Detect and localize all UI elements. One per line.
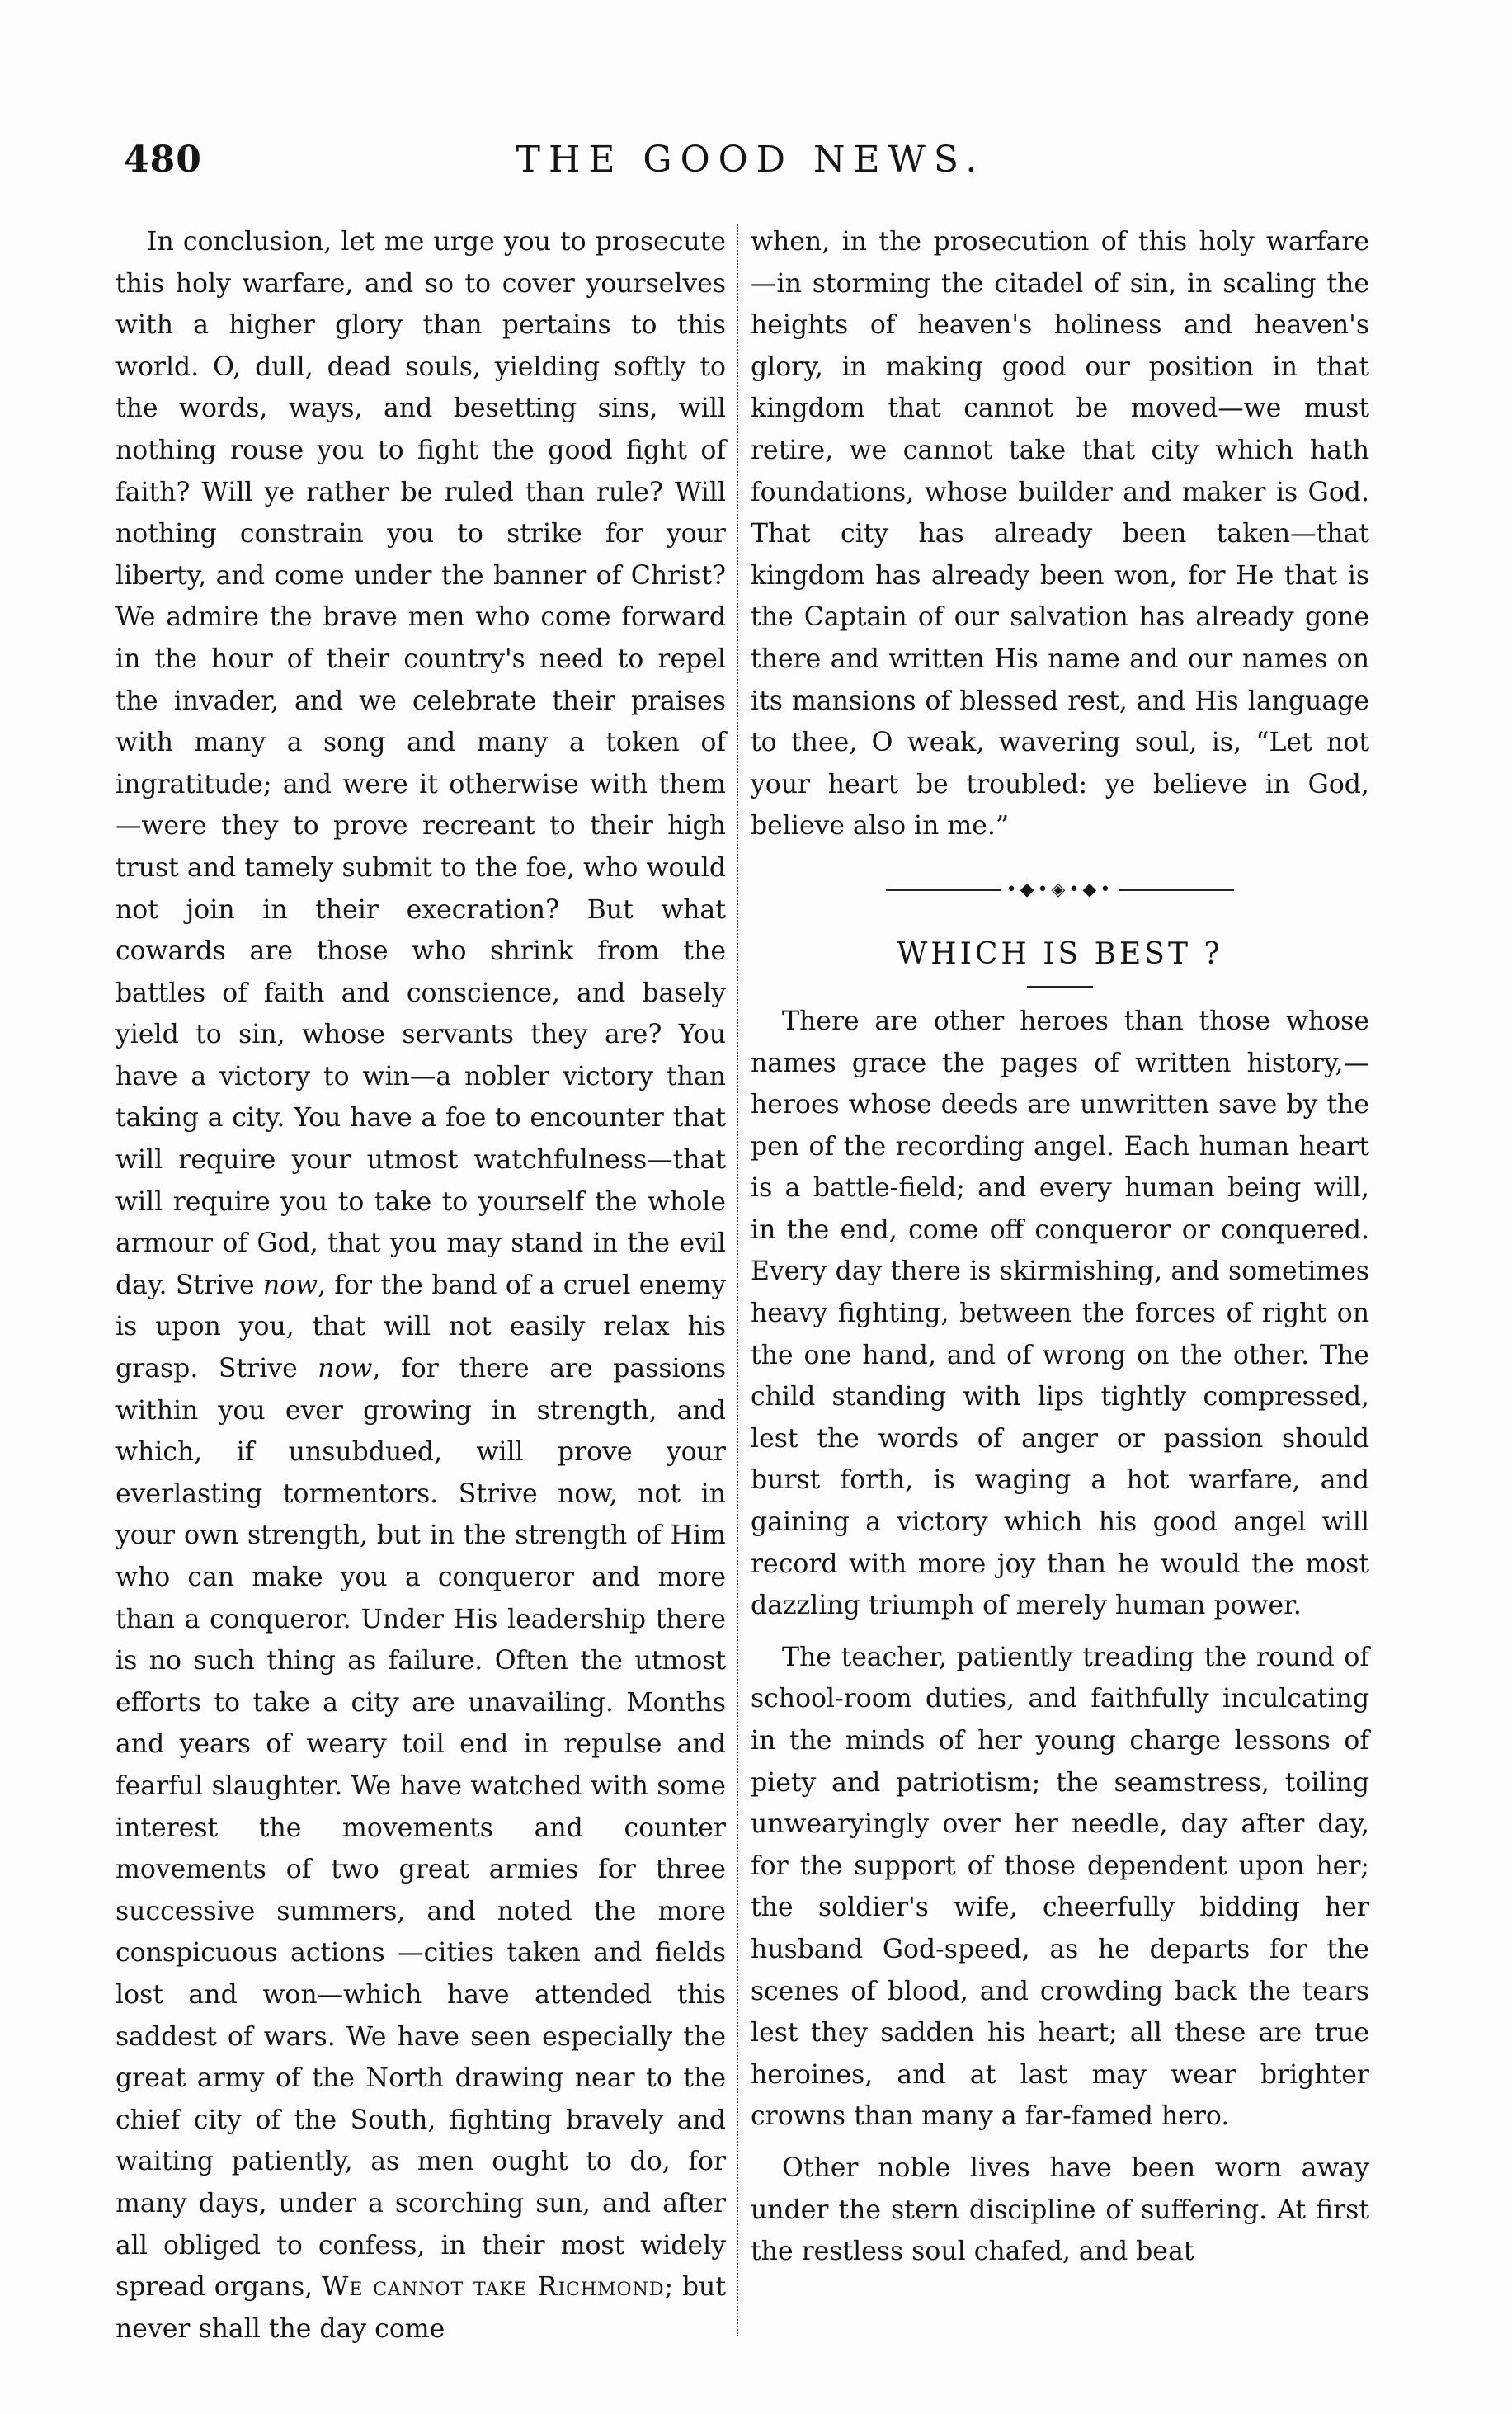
right-column — [751, 221, 1369, 2273]
emphasis-now: now — [318, 1354, 373, 1384]
running-head — [124, 139, 1378, 196]
left-column — [115, 221, 726, 2350]
conclusion-text-1: In conclusion, let me urge you to prosecute this holy warfare, and so to cover yourselves with a higher glory than pertains to this world. O, dull, dead souls, yielding softly to the words, ways, and besetting sins, will nothing rouse you to fight the good fight of faith? Will ye rather be ruled than rule? Will nothing constrain you to strike for your liberty, and come under the banner of Christ? We admire the brave men who come forward in the hour of their country's need to repel the invader, and we celebrate their praises with many a song and many a token of ingratitude; and were it otherwise with them —were they to prove recreant to their high trust and tamely submit to the foe, who would not join in their execration? But what cowards are those who shrink from the battles of faith and conscience, and basely yield to sin, whose servants they are? You have a victory to win—a nobler victory than taking a city. You have a foe to encounter that will require your utmost watchfulness—that will require you to take to yourself the whole armour of God, that you may stand in the evil day. Strive — [115, 227, 726, 1300]
ornament-line-right — [1119, 889, 1234, 891]
article-title: WHICH IS BEST ? — [897, 936, 1223, 971]
ornament-line-left — [886, 889, 1001, 891]
journal-title: THE GOOD NEWS. — [516, 139, 986, 181]
section-ornament — [751, 865, 1369, 915]
conclusion-text-2: , for the band of a cruel enemy is upon you, that will not easily relax his grasp. Strive — [115, 1270, 726, 1384]
article-paragraph-3: Other noble lives have been worn away under the stern discipline of suffering. At first the restless soul chafed, and beat — [751, 2152, 1369, 2267]
conclusion-text-4: ; but never shall the day come — [115, 2272, 726, 2344]
article-paragraph-2: The teacher, patiently treading the round of school-room duties, and faithfully inculcating in the minds of her young charge lessons of piety and patriotism; the seamstress, toiling unwearyingly over her needle, day after day, for the support of those dependent upon her; the soldier's wife, cheerfully bidding her husband God-speed, as he departs for the scenes of blood, and crowding back the tears lest they sadden his heart; all these are true heroines, and at last may wear brighter crowns than many a far-famed hero. — [751, 1642, 1369, 2132]
title-rule — [1027, 986, 1093, 988]
page-number: 480 — [124, 139, 202, 181]
continuation-paragraph: when, in the prosecution of this holy warfare —in storming the citadel of sin, in scaling the heights of heaven's holiness and heaven's glory, in making good our position in that kingdom that cannot be moved—we must retire, we cannot take that city which hath foundations, whose builder and maker is God. That city has already been taken—that kingdom has already been won, for He that is the Captain of our salvation has already gone there and written His name and our names on its mansions of blessed rest, and His language to thee, O weak, wavering soul, is, “Let not your heart be troubled: ye believe in God, believe also in me.” — [751, 227, 1369, 842]
conclusion-paragraph — [115, 221, 726, 2350]
column-divider — [737, 224, 738, 2336]
ornament-flourish-icon: •◆•◈•◆• — [1006, 879, 1114, 900]
article-paragraph-1: There are other heroes than those whose names grace the pages of written history,—heroes whose deeds are unwritten save by the pen of the recording angel. Each human heart is a battle-field; and every human being will, in the end, come off conqueror or conquered. Every day there is skirmishing, and sometimes heavy fighting, between the forces of right on the one hand, and of wrong on the other. The child standing with lips tightly compressed, lest the words of anger or passion should burst forth, is waging a hot warfare, and gaining a victory which his good angel will record with more joy than he would the most dazzling triumph of merely human power. — [751, 1006, 1369, 1621]
conclusion-text-3: , for there are passions within you ever growing in strength, and which, if unsubdued, will prove your everlasting tormentors. Strive now, not in your own strength, but in the strength of Him who can make you a conqueror and more than a conqueror. Under His leadership there is no such thing as failure. Often the utmost efforts to take a city are unavailing. Months and years of weary toil end in repulse and fearful slaughter. We have watched with some interest the movements and counter movements of two great armies for three successive summers, and noted the more conspicuous actions —cities taken and fields lost and won—which have attended this saddest of wars. We have seen especially the great army of the North drawing near to the chief city of the South, fighting bravely and waiting patiently, as men ought to do, for many days, under a scorching sun, and after all obliged to confess, in their most widely spread organs, — [115, 1354, 727, 2303]
emphasis-now: now — [262, 1270, 318, 1300]
quoted-headline: We cannot take Richmond — [322, 2272, 665, 2303]
